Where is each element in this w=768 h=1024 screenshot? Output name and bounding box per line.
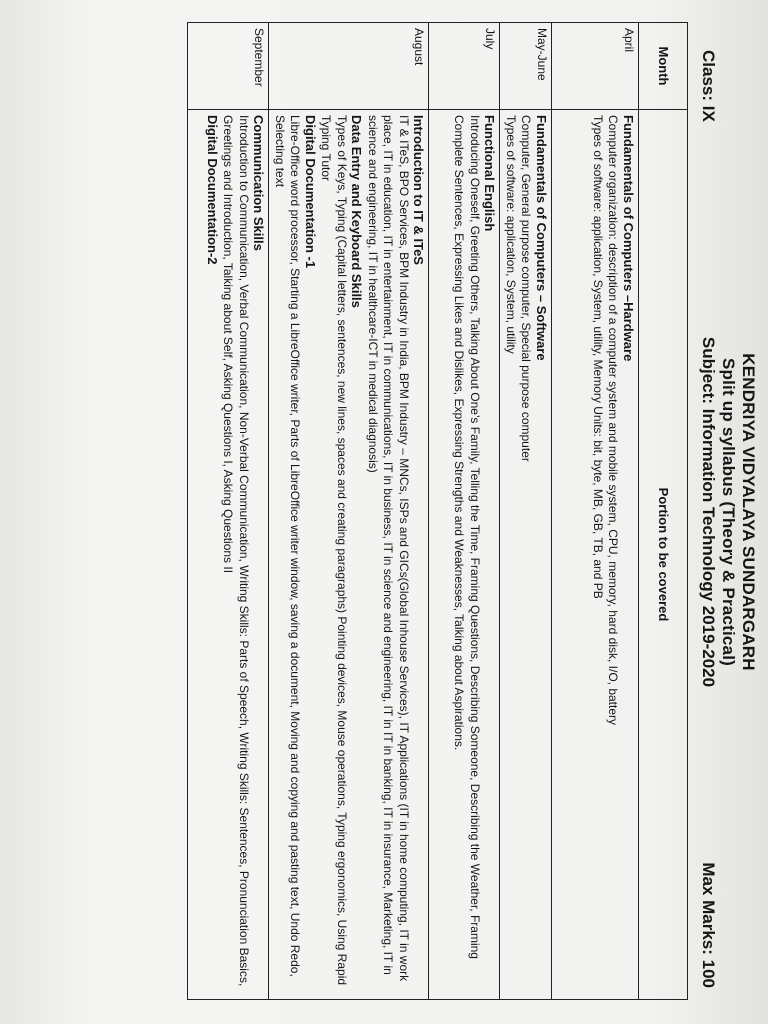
syllabus-table: [188, 22, 689, 1000]
month-cell: May-June: [500, 23, 552, 110]
subject-label: Subject: Information Technology 2019-2020: [699, 336, 718, 688]
topic-heading: Communication Skills: [251, 115, 267, 251]
topic-description: IT & ITeS, BPO Services, BPM Industry in India, BPM Industry – MNCs, ISPs and GICs(Global Inhouse Services), IT Applications (IT in home computing, IT in work place, IT in education, IT in entertainment, IT in communications, IT in business, IT in science and engineering, IT in IT in banking, IT in insurance, Marketing, IT in science and engineering, IT in healthcare-ICT in medical diagnosis): [366, 115, 411, 982]
document-title: Split up syllabus (Theory & Practical): [719, 357, 738, 666]
topic-heading: Fundamentals of Computers – Software: [534, 115, 549, 361]
month-cell: April: [552, 23, 639, 110]
table-row: [188, 23, 269, 1000]
table-row: [552, 23, 639, 1000]
topic-heading: Data Entry and Keyboard Skills: [349, 115, 365, 308]
topic-heading: Digital Documentation -1: [303, 115, 318, 269]
portion-cell: [500, 110, 552, 1000]
class-label: Class: IX: [699, 50, 718, 122]
topic-description: Types of Keys, Typing (Capital letters, sentences, new lines, spaces and creating paragraphs) Pointing devices, Mouse operations, Typing ergonomics, Using Rapid Typing Tutor: [319, 115, 349, 986]
topic-description: Libre-Office word processor, Starting a LibreOffice writer, Parts of LibreOffice writer window, saving a document, Moving and copying and pasting text, Undo Redo, Selecting text: [273, 115, 303, 977]
topic-heading: Digital Documentation-2: [205, 115, 220, 265]
school-name: KENDRIYA VIDYALAYA SUNDARGARH: [739, 353, 758, 671]
topic-description: Computer, General purpose computer, Special purpose computer: [519, 115, 534, 462]
month-cell: September: [188, 23, 269, 110]
portion-cell: [429, 110, 500, 1000]
month-cell: July: [429, 23, 500, 110]
column-header-portion: Portion to be covered: [639, 110, 688, 1000]
table-row: [500, 23, 552, 1000]
table-header-row: [639, 23, 688, 1000]
table-row: [269, 23, 429, 1000]
topic-heading: Functional English: [482, 115, 498, 232]
portion-cell: [552, 110, 639, 1000]
topic-heading: Fundamentals of Computers –Hardware: [621, 115, 636, 362]
syllabus-sheet: [20, 12, 760, 1012]
topic-description: Types of software: application, System, utility, Memory Units: bit, byte, MB, GB, TB, and PB: [591, 115, 605, 599]
topic-description: Computer organization: description of a computer system and mobile system, CPU, memory, hard disk, I/O, battery: [606, 115, 621, 726]
table-row: [429, 23, 500, 1000]
max-marks-label: Max Marks: 100: [699, 862, 718, 988]
topic-description: Introducing Oneself, Greeting Others, Talking About One’s Family, Telling the Time, Framing Questions, Describing Someone, Describing the Weather, Framing Complete Sentences, Expressing Likes and Dislikes, Expressing Strengths and Weaknesses, Talking about Aspirations.: [452, 115, 482, 959]
portion-cell: [188, 110, 269, 1000]
portion-cell: [269, 110, 429, 1000]
topic-heading: Introduction to IT & ITeS: [411, 115, 427, 265]
column-header-month: Month: [639, 23, 688, 110]
month-cell: August: [269, 23, 429, 110]
topic-description: Introduction to Communication, Verbal Communication, Non-Verbal Communication, Writing Skills: Parts of Speech, Writing Skills: Sentences, Pronunciation Basics, Greetings and Introduction, Talking about Self, Asking Questions I, Asking Questions II: [221, 115, 251, 987]
document-header: [678, 12, 760, 1012]
topic-description: Types of software: application, System, utility: [504, 115, 518, 354]
